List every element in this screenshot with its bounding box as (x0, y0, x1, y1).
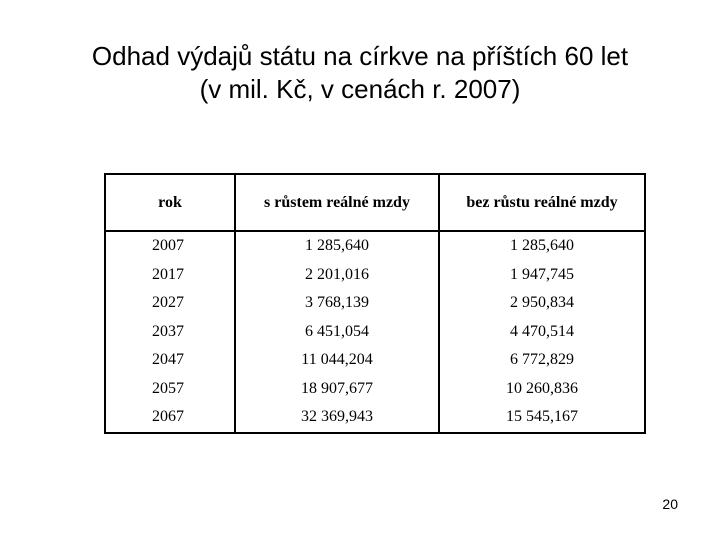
year-cell: 2047 (152, 351, 184, 369)
table-header-row (105, 174, 645, 231)
title-line-2: (v mil. Kč, v cenách r. 2007) (199, 74, 521, 104)
table-row (105, 403, 645, 433)
without-growth-cell: 6 772,829 (510, 351, 574, 369)
without-growth-cell: 1 285,640 (510, 237, 574, 255)
page-number: 20 (662, 496, 678, 512)
table-row (105, 289, 645, 318)
table-row (105, 318, 645, 347)
table-row (105, 261, 645, 290)
without-growth-cell: 4 470,514 (510, 322, 574, 340)
year-cell: 2007 (152, 237, 184, 255)
without-growth-cell: 1 947,745 (510, 265, 574, 283)
with-growth-cell: 32 369,943 (235, 403, 439, 433)
column-header-without-wage-growth: bez růstu reálné mzdy (439, 174, 645, 231)
column-header-year: rok (105, 174, 235, 231)
with-growth-cell: 1 285,640 (235, 231, 439, 261)
expenditure-table (104, 173, 646, 434)
table-row (105, 231, 645, 261)
table-row (105, 346, 645, 375)
without-growth-cell: 15 545,167 (506, 408, 578, 426)
title-line-1: Odhad výdajů státu na církve na příštích 60 let (91, 41, 629, 71)
with-growth-cell: 11 044,204 (235, 346, 439, 375)
with-growth-cell: 2 201,016 (235, 261, 439, 290)
year-cell: 2057 (152, 379, 184, 397)
with-growth-cell: 3 768,139 (235, 289, 439, 318)
with-growth-cell: 18 907,677 (235, 375, 439, 404)
year-cell: 2017 (152, 265, 184, 283)
year-cell: 2027 (152, 294, 184, 312)
with-growth-cell: 6 451,054 (235, 318, 439, 347)
column-header-with-wage-growth: s růstem reálné mzdy (235, 174, 439, 231)
year-cell: 2067 (152, 408, 184, 426)
year-cell: 2037 (152, 322, 184, 340)
without-growth-cell: 2 950,834 (510, 294, 574, 312)
slide-title (0, 40, 720, 106)
table-row (105, 375, 645, 404)
without-growth-cell: 10 260,836 (506, 379, 578, 397)
